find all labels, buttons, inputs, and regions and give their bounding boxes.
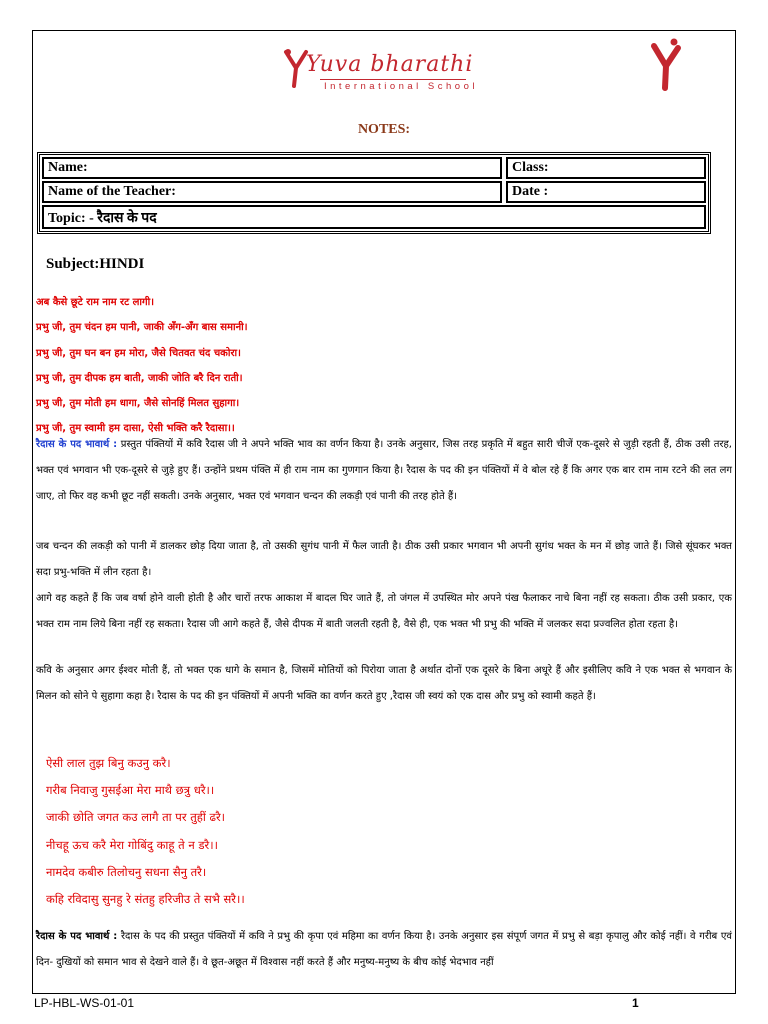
explanation1-paragraph-4: कवि के अनुसार अगर ईश्वर मोती हैं, तो भक्त एक धागे के समान है, जिसमें मोतियों को पिरोया जाता है अर्थात दोनों एक दूसरे के बिना अधूरे हैं और इसीलिए कवि ने एक भक्त से भगवान के मिलन को सोने पे सुहागा कहा है। रैदास के पद की इन पंक्तियों में अपनी भक्ति का वर्णन करते हुए ,रैदास जी स्वयं को एक दास और प्रभु को स्वामी कहते हैं। xyxy=(36,665,732,702)
date-label: Date : xyxy=(512,184,549,199)
logo-text: Yuva bharathi xyxy=(306,52,474,77)
explanation2-text: रैदास के पद की प्रस्तुत पंक्तियों में कवि ने प्रभु की कृपा एवं महिमा का वर्णन किया है। उनके अनुसार इस संपूर्ण जगत में प्रभु से बड़ा कृपालु और कोई नहीं। वे गरीब एवं दिन- दुखियों को समान भाव से देखने वाले हैं। वे छूत-अछूत में विश्वास नहीं करते हैं और मनुष्य-मनुष्य के बीच कोई भेदभाव नहीं xyxy=(36,931,732,968)
poem2-line: कहि रविदासु सुनहु रे संतहु हरिजीउ ते सभै सरै।। xyxy=(46,892,245,906)
teacher-cell xyxy=(42,181,502,203)
name-label: Name: xyxy=(48,160,88,175)
poem2-line: नीचहू ऊच करै मेरा गोबिंदु काहू ते न डरै।। xyxy=(46,838,218,852)
poem2-line: जाकी छोति जगत कउ लागै ता पर तुहीं ढरै। xyxy=(46,810,226,824)
page-number: 1 xyxy=(632,996,639,1010)
logo-subtext: International School xyxy=(324,81,478,92)
poem1-line: प्रभु जी, तुम मोती हम धागा, जैसे सोनहिं मिलत सुहागा। xyxy=(36,398,240,409)
explanation1-text-1: प्रस्तुत पंक्तियों में कवि रैदास जी ने अपने भक्ति भाव का वर्णन किया है। उनके अनुसार, जिस तरह प्रकृति में बहुत सारी चीजें एक-दूसरे से जुड़ी रहती हैं, ठीक उसी तरह, भक्त एवं भगवान भी एक-दूसरे से जुड़े हुए हैं। उन्होंने प्रथम पंक्ति में ही राम नाम का गुणगान किया है। रैदास के पद की इन पंक्तियों में वे बोल रहे हैं कि अगर एक बार राम नाम रटने की लत लग जाए, तो फिर वह कभी छूट नहीं सकती। उनके अनुसार, भक्त एवं भगवान चन्दन की लकड़ी एवं पानी की तरह होते हैं। xyxy=(36,439,732,502)
poem1-line: प्रभु जी, तुम चंदन हम पानी, जाकी अँग-अँग बास समानी। xyxy=(36,322,248,333)
date-cell xyxy=(506,181,706,203)
explanation2-paragraph xyxy=(36,924,732,976)
poem1-line: प्रभु जी, तुम घन बन हम मोरा, जैसे चितवत चंद चकोरा। xyxy=(36,348,241,359)
teacher-label: Name of the Teacher: xyxy=(48,184,176,199)
name-cell xyxy=(42,157,502,179)
explanation2-label: रैदास के पद भावार्थ : xyxy=(36,931,118,942)
poem2-line: ऐसी लाल तुझ बिनु कउनु करै। xyxy=(46,756,171,770)
footer-code: LP-HBL-WS-01-01 xyxy=(34,996,135,1010)
explanation1-label: रैदास के पद भावार्थ : xyxy=(36,439,118,450)
school-logo xyxy=(282,48,482,104)
explanation1-paragraph-1 xyxy=(36,432,732,510)
topic-label: Topic: - रैदास के पद xyxy=(48,211,157,226)
subject-heading: Subject:HINDI xyxy=(46,256,145,272)
topic-cell xyxy=(42,205,706,229)
class-label: Class: xyxy=(512,160,549,175)
logo-rule xyxy=(320,79,466,80)
info-table xyxy=(37,152,711,234)
poem1-line: अब कैसे छूटे राम नाम रट लागी। xyxy=(36,297,155,308)
explanation1-paragraph-2: जब चन्दन की लकड़ी को पानी में डालकर छोड़ दिया जाता है, तो उसकी सुगंध पानी में फैल जाती है। ठीक उसी प्रकार भगवान भी अपनी सुगंध भक्त के मन में छोड़ जाते हैं। जिसे सूंघकर भक्त सदा प्रभु-भक्ति में लीन रहता है। xyxy=(36,541,732,578)
explanation1-paragraph-3: आगे वह कहते हैं कि जब वर्षा होने वाली होती है और चारों तरफ आकाश में बादल घिर जाते हैं, तो जंगल में उपस्थित मोर अपने पंख फैलाकर नाचे बिना नहीं रह सकता। ठीक उसी प्रकार, एक भक्त राम नाम लिये बिना नहीं रह सकता। रैदास जी आगे कहते हैं, जैसे दीपक में बाती जलती रहती है, वैसे ही, एक भक्त भी प्रभु की भक्ति में जलकर सदा प्रज्वलित होता रहता है। xyxy=(36,593,732,630)
class-cell xyxy=(506,157,706,179)
poem1-line: प्रभु जी, तुम स्वामी हम दासा, ऐसी भक्ति करै रैदासा।। xyxy=(36,423,235,434)
corner-logo-icon xyxy=(646,36,686,92)
poem2-line: नामदेव कबीरु तिलोचनु सधना सैनु तरै। xyxy=(46,865,207,879)
poem1-line: प्रभु जी, तुम दीपक हम बाती, जाकी जोति बरै दिन राती। xyxy=(36,373,243,384)
poem2-line: गरीब निवाजु गुसईआ मेरा माथै छत्रु धरै।। xyxy=(46,783,215,797)
notes-title: NOTES: xyxy=(357,122,411,137)
